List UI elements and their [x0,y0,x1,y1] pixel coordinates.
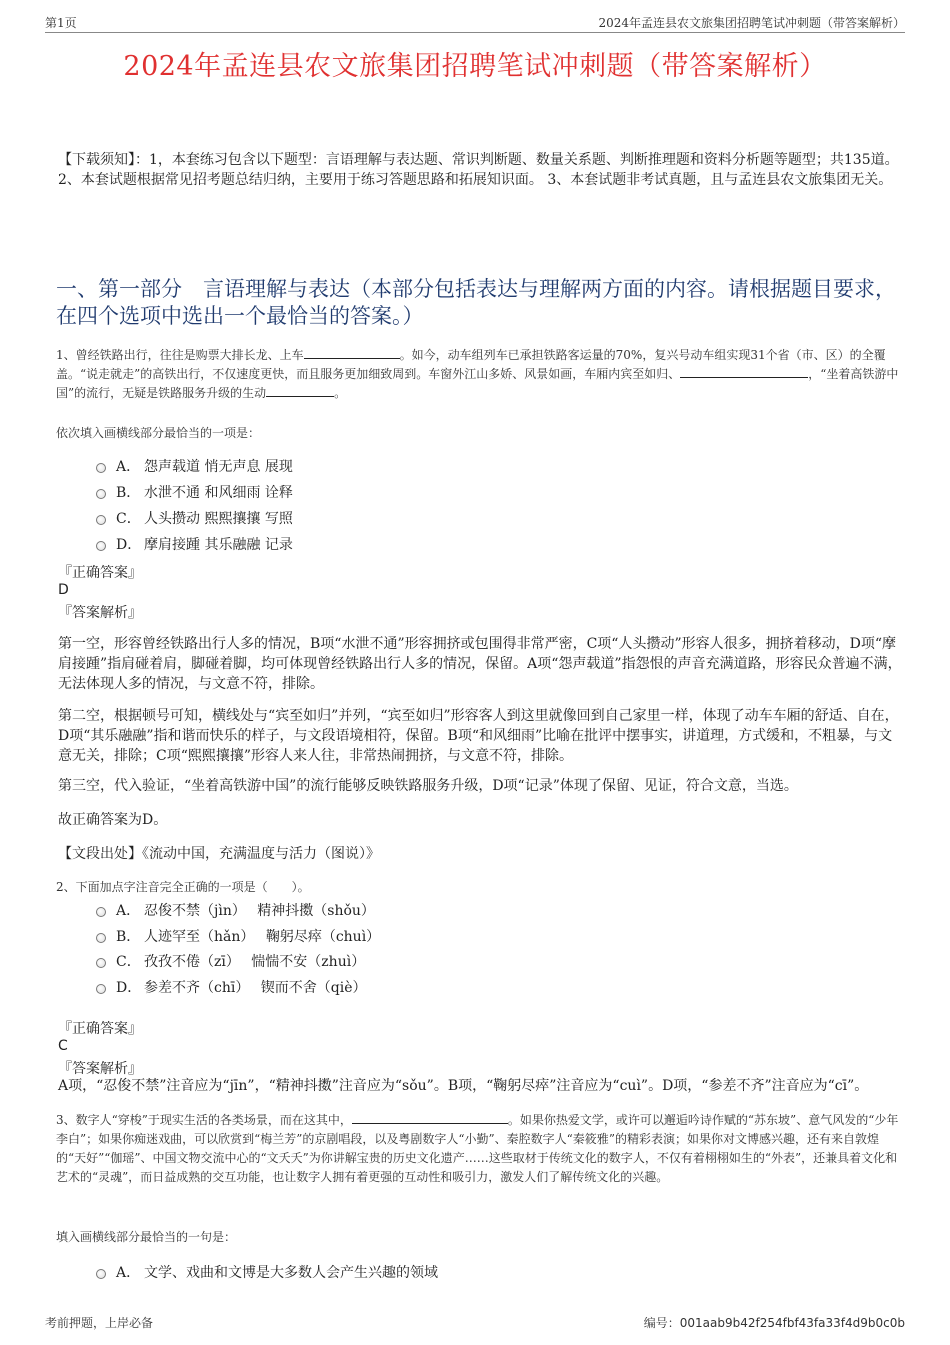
q1-option-d[interactable]: D． 摩肩接踵 其乐融融 记录 [96,534,293,554]
radio-icon[interactable] [96,933,106,943]
q2-answer-label: 『正确答案』 [58,1021,142,1037]
q1-answer: D [58,582,69,598]
page-title: 2024年孟连县农文旅集团招聘笔试冲刺题（带答案解析） [123,51,827,82]
section-title: 一、第一部分 言语理解与表达（本部分包括表达与理解两方面的内容。请根据题目要求，在四个选项中选出一个最恰当的答案。） [56,277,896,328]
question-2-stem: 2、下面加点字注音完全正确的一项是（ ）。 [56,880,310,894]
q2-option-a[interactable]: A． 忍俊不禁（jìn） 精神抖擞（shǒu） [96,900,375,920]
radio-icon[interactable] [96,463,106,473]
header-divider [45,32,905,33]
q1-source: 【文段出处】《流动中国，充满温度与活力（图说）》 [58,846,380,862]
q1-option-c[interactable]: C． 人头攒动 熙熙攘攘 写照 [96,508,293,528]
radio-icon[interactable] [96,907,106,917]
question-3-stem: 3、数字人“穿梭”于现实生活的各类场景，而在这其中， 。如果你热爱文学，或许可以邂逅吟诗作赋的“苏东坡”、意气风发的“少年李白”；如果你痴迷戏曲，可以欣赏到“梅兰芳”的京剧唱段，以及粤剧数字人“小勤”、秦腔数字人“秦筱雅”的精彩表演；如果你对文博感兴趣，还有来自敦煌的“天好”“伽瑶”、中国文物交流中心的“文夭夭”为你讲解宝贵的历史文化遗产……这些取材于传统文化的数字人，不仅有着栩栩如生的“外表”，还兼具着文化和艺术的“灵魂”，而日益成熟的交互功能，也让数字人拥有着更强的互动性和吸引力，激发人们了解传统文化的兴趣。 [56,1113,899,1184]
blank-2 [680,366,808,378]
q1-analysis-label: 『答案解析』 [58,605,142,621]
q1-analysis-para-3: 第三空，代入验证，“坐着高铁游中国”的流行能够反映铁路服务升级，D项“记录”体现了保留、见证，符合文意，当选。 [58,778,798,794]
q1-analysis-para-1: 第一空，形容曾经铁路出行人多的情况，B项“水泄不通”形容拥挤或包围得非常严密，C项“人头攒动”形容人很多，拥挤着移动，D项“摩肩接踵”指肩碰着肩，脚碰着脚，均可体现曾经铁路出行人多的情况，保留。A项“怨声载道”指怨恨的声音充满道路，形容民众普遍不满，无法体现人多的情况，与文意不符，排除。 [58,636,902,692]
footer-slogan: 考前押题，上岸必备 [45,1316,154,1330]
radio-icon[interactable] [96,515,106,525]
q1-option-b[interactable]: B． 水泄不通 和风细雨 诠释 [96,482,293,502]
radio-icon[interactable] [96,958,106,968]
q2-answer: C [58,1038,68,1054]
blank-1 [352,1112,508,1124]
q1-option-a[interactable]: A． 怨声载道 悄无声息 展现 [96,456,293,476]
blank-3 [266,385,334,397]
q2-analysis-label: 『答案解析』 [58,1061,142,1077]
download-notice: 【下载须知】：1，本套练习包含以下题型：言语理解与表达题、常识判断题、数量关系题、判断推理题和资料分析题等题型；共135道。 2、本套试题根据常见招考题总结归纳，主要用于练习答题思路和拓展知识面。 3、本套试题非考试真题，且与孟连县农文旅集团无关。 [58,152,899,188]
radio-icon[interactable] [96,1269,106,1279]
q2-option-b[interactable]: B． 人迹罕至（hǎn） 鞠躬尽瘁（chuì） [96,926,380,946]
question-1-stem: 1、曾经铁路出行，往往是购票大排长龙、上车 。如今，动车组列车已承担铁路客运量的70%，复兴号动车组实现31个省（市、区）的全覆盖。“说走就走”的高铁出行，不仅速度更快，而且服务更加细致周到。车窗外江山多娇、风景如画，车厢内宾至如归、 ，“坐着高铁游中国”的流行，无疑是铁路服务升级的生动 。 [56,348,899,400]
header-doc-title: 2024年孟连县农文旅集团招聘笔试冲刺题（带答案解析） [598,16,905,30]
radio-icon[interactable] [96,984,106,994]
question-1-prompt: 依次填入画横线部分最恰当的一项是： [56,426,261,440]
page-number: 第1页 [45,16,77,30]
q1-answer-label: 『正确答案』 [58,565,142,581]
q1-analysis-para-2: 第二空，根据顿号可知，横线处与“宾至如归”并列，“宾至如归”形容客人到这里就像回到自己家里一样，体现了动车车厢的舒适、自在，D项“其乐融融”指和谐而快乐的样子，与文段语境相符，保留。B项“和风细雨”比喻在批评中摆事实，讲道理，方式缓和，不粗暴，与文意无关，排除；C项“熙熙攘攘”形容人来人往，非常热闹拥挤，与文意不符，排除。 [58,708,899,764]
blank-1 [304,347,400,359]
footer-code: 编号：001aab9b42f254fbf43fa33f4d9b0c0b [643,1316,905,1330]
q2-option-d[interactable]: D． 参差不齐（chī） 锲而不舍（qiè） [96,977,367,997]
q1-conclusion: 故正确答案为D。 [58,812,168,828]
q2-analysis: A项，“忍俊不禁”注音应为“jīn”，“精神抖擞”注音应为“sǒu”。B项，“鞠躬尽瘁”注音应为“cuì”。D项，“参差不齐”注音应为“cī”。 [58,1078,869,1094]
radio-icon[interactable] [96,489,106,499]
q2-option-c[interactable]: C． 孜孜不倦（zī） 惴惴不安（zhuì） [96,951,365,971]
q3-option-a[interactable]: A． 文学、戏曲和文博是大多数人会产生兴趣的领域 [96,1262,438,1282]
question-3-prompt: 填入画横线部分最恰当的一句是： [56,1230,237,1244]
radio-icon[interactable] [96,541,106,551]
